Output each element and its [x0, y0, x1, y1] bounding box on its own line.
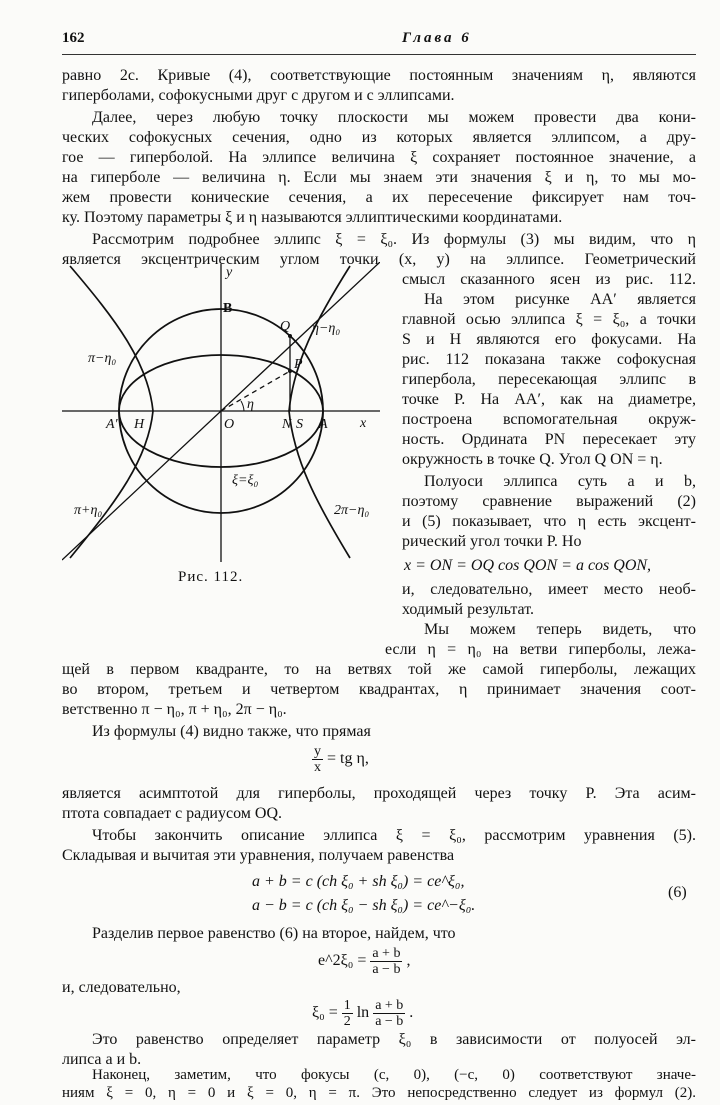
label-a-prime: A′	[106, 417, 118, 432]
equation-e2: e^2ξ₀ = $\frac{a + b}{a - b}$ ,	[318, 946, 411, 977]
text-line: Чтобы закончить описание эллипса ξ = ξ₀, рассмотрим уравнения (5).	[92, 827, 696, 844]
text-line: ность. Ордината PN пересекает эту	[402, 431, 696, 448]
text-line: Из формулы (4) видно также, что прямая	[92, 723, 371, 740]
text-line: главной осью эллипса ξ = ξ₀, а точки	[402, 311, 696, 328]
text-line: ветственно π − η₀, π + η₀, 2π − η₀.	[62, 701, 287, 718]
header-rule	[62, 54, 696, 55]
figure-112	[62, 262, 380, 562]
label-q: Q	[280, 319, 291, 334]
label-a: A	[319, 417, 328, 432]
text-line: липса a и b.	[62, 1051, 142, 1068]
equation-6b: a − b = c (ch ξ₀ − sh ξ₀) = ce^−ξ₀.	[252, 897, 476, 914]
label-eta: η	[247, 397, 254, 412]
text-line: Складывая и вычитая эти уравнения, получаем равенства	[62, 847, 455, 864]
equation-xi0: ξ₀ = $\frac{1}{2}$ ln $\frac{a + b}{a - b}$ .	[312, 998, 414, 1029]
text-line: ходимый результат.	[402, 601, 534, 618]
label-p: P	[294, 357, 303, 372]
text-line: Наконец, заметим, что фокусы (c, 0), (−c, 0) соответствуют значе-	[92, 1067, 696, 1083]
text-line: и (5) показывает, что η есть эксцент-	[402, 513, 696, 530]
label-branch-2: π−η₀	[88, 351, 117, 366]
text-line: Полуоси эллипса суть a и b,	[424, 473, 696, 490]
figure-caption: Рис. 112.	[178, 569, 244, 585]
text-line: на гиперболе — величина η. Если мы знаем эти значения ξ и η, то мы мо-	[62, 169, 696, 186]
label-b: B	[223, 301, 233, 316]
text-line: Мы можем теперь видеть, что	[424, 621, 696, 638]
chapter-title: Глава 6	[402, 30, 472, 46]
label-y: y	[226, 265, 233, 280]
text-line: ку. Поэтому параметры ξ и η называются эллиптическими координатами.	[62, 209, 563, 226]
text-line: птота совпадает с радиусом OQ.	[62, 805, 283, 822]
equation-asymptote: $\frac{y}{x}$ = tg η,	[314, 744, 369, 775]
text-line: жем провести конические сечения, а их пересечение фиксирует нам точ-	[62, 189, 696, 206]
running-header	[62, 30, 690, 50]
text-line: Это равенство определяет параметр ξ₀ в зависимости от полуосей эл-	[92, 1031, 696, 1048]
angle-arc	[241, 401, 244, 411]
text-line: гое — гиперболой. На эллипсе величина ξ сохраняет постоянное значение, а	[62, 149, 696, 166]
page-number: 162	[62, 30, 85, 46]
equation-number: (6)	[668, 884, 687, 901]
text-line: если η = η₀ на ветви гиперболы, лежа-	[385, 641, 696, 658]
equation-6a: a + b = c (ch ξ₀ + sh ξ₀) = ce^ξ₀,	[252, 873, 465, 890]
label-s: S	[296, 417, 303, 432]
label-n: N	[282, 417, 292, 432]
text-line: рический угол точки P. Но	[402, 533, 582, 550]
text-line: построена вспомогательная окруж-	[402, 411, 696, 428]
text-line: поэтому сравнение выражений (2)	[402, 493, 696, 510]
text-line: ческих софокусных сечения, одно из которых является эллипсом, а дру-	[62, 129, 696, 146]
label-xi: ξ=ξ₀	[232, 473, 259, 488]
label-o: O	[224, 417, 235, 432]
text-line: и, следовательно, имеет место необ-	[402, 581, 696, 598]
text-line: щей в первом квадранте, то на ветвях той же самой гиперболы, лежащих	[62, 661, 696, 678]
radius-op	[221, 371, 290, 411]
text-line: ниям ξ = 0, η = 0 и ξ = 0, η = π. Это непосредственно следует из формул (2).	[62, 1085, 696, 1101]
text-line: во втором, третьем и четвертом квадрантах, η принимает значения соот-	[62, 681, 696, 698]
text-line: смысл сказанного ясен из рис. 112.	[402, 271, 696, 288]
text-line: равно 2c. Кривые (4), соответствующие постоянным значениям η, являются	[62, 67, 696, 84]
text-line: окружность в точке Q. Угол Q ON = η.	[402, 451, 663, 468]
text-line: и, следовательно,	[62, 979, 181, 996]
fraction: $\frac{a + b}{a - b}$	[375, 998, 404, 1029]
text-line: точке P. На AA′, как на диаметре,	[402, 391, 696, 408]
label-branch-1: η−η₀	[312, 321, 341, 336]
equation-x: x = ON = OQ cos QON = a cos QON,	[404, 557, 652, 574]
text-line: является эксцентрическим углом точки (x, y) на эллипсе. Геометрический	[62, 251, 696, 268]
fraction: $\frac{1}{2}$	[343, 998, 351, 1029]
text-line: является асимптотой для гиперболы, проходящей через точку P. Эта асим-	[62, 785, 696, 802]
text-line: S и H являются его фокусами. На	[402, 331, 696, 348]
text-line: Далее, через любую точку плоскости мы можем провести два кони-	[92, 109, 696, 126]
label-x: x	[360, 416, 367, 431]
point-q	[288, 334, 292, 338]
fraction: $\frac{y}{x}$	[314, 744, 321, 775]
text-line: Рассмотрим подробнее эллипс ξ = ξ₀. Из формулы (3) мы видим, что η	[92, 231, 696, 248]
text-line: гиперболами, софокусными друг с другом и с эллипсами.	[62, 87, 455, 104]
point-p	[288, 369, 292, 373]
label-branch-3: π+η₀	[74, 503, 103, 518]
text-line: Разделив первое равенство (6) на второе, найдем, что	[92, 925, 456, 942]
label-branch-4: 2π−η₀	[334, 503, 370, 518]
fraction: $\frac{a + b}{a - b}$	[372, 946, 401, 977]
text-line: гипербола, пересекающая эллипс в	[402, 371, 696, 388]
text-line: рис. 112 показана также софокусная	[402, 351, 696, 368]
text-line: На этом рисунке AA′ является	[424, 291, 696, 308]
label-h: H	[134, 417, 145, 432]
